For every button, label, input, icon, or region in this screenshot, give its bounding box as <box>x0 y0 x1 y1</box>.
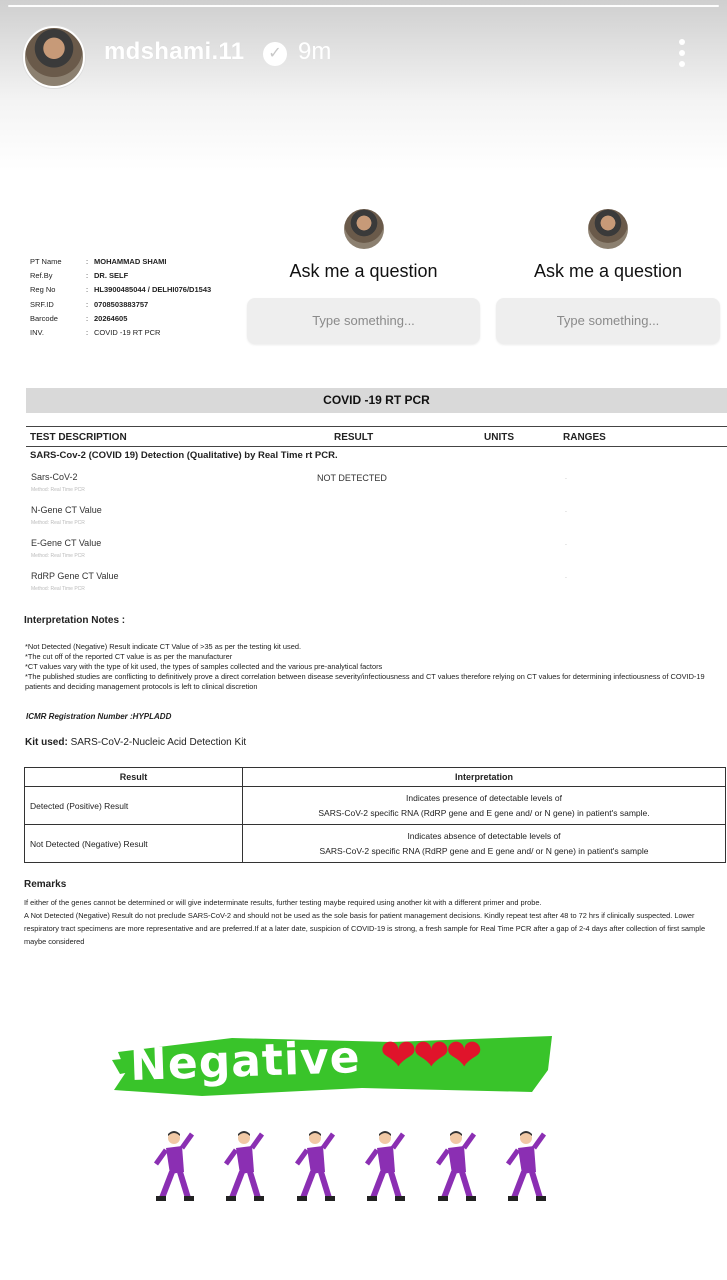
patient-detail-row: PT Name : MOHAMMAD SHAMI <box>30 257 167 266</box>
sticker-avatar <box>344 209 384 249</box>
story-username[interactable]: mdshami.11 <box>104 38 245 65</box>
interpretation-table <box>24 767 726 863</box>
note-line: *The cut off of the reported CT value is as per the manufacturer <box>25 652 233 661</box>
header-test-description: TEST DESCRIPTION <box>30 432 127 443</box>
dancer-row <box>148 1128 548 1208</box>
patient-detail-row: SRF.ID : 0708503883757 <box>30 299 149 309</box>
man-dancing-icon <box>148 1128 196 1206</box>
test-method: Method: Real Time PCR <box>31 586 85 592</box>
range-placeholder: . <box>565 540 567 547</box>
note-line: *Not Detected (Negative) Result indicate CT Value of >35 as per the testing kit used. <box>25 642 301 651</box>
interpretation-notes <box>25 642 725 692</box>
kit-used <box>25 737 246 748</box>
man-dancing-icon <box>218 1128 266 1206</box>
divider <box>26 446 727 447</box>
row-result: Detected (Positive) Result <box>25 787 243 825</box>
test-method: Method: Real Time PCR <box>31 487 85 493</box>
man-dancing-icon <box>500 1128 548 1206</box>
man-dancing-icon <box>289 1128 337 1206</box>
question-sticker-title: Ask me a question <box>289 261 438 281</box>
patient-detail-row: Reg No : HL3900485044 / DELHI076/D1543 <box>30 285 212 295</box>
test-method: Method: Real Time PCR <box>31 520 85 526</box>
test-name: N-Gene CT Value <box>31 505 102 515</box>
header-ranges: RANGES <box>563 432 606 443</box>
header-result: RESULT <box>334 432 374 443</box>
verified-badge-icon: ✓ <box>263 42 287 66</box>
table-row <box>25 825 726 863</box>
patient-detail-row: INV. : COVID -19 RT PCR <box>30 328 161 338</box>
man-dancing-icon <box>430 1128 478 1206</box>
patient-details <box>30 255 211 340</box>
test-name: Sars-CoV-2 <box>31 472 78 482</box>
question-sticker-title: Ask me a question <box>533 261 683 281</box>
row-interpretation: Indicates presence of detectable levels of SARS-CoV-2 specific RNA (RdRP gene and E gene and/ or N gene) in patient's sample. <box>243 787 726 825</box>
col-interpretation: Interpretation <box>243 768 726 787</box>
note-line: *CT values vary with the type of kit used, the types of samples collected and the various pre-analytical factors <box>25 662 383 671</box>
question-sticker[interactable] <box>247 209 480 344</box>
test-name: E-Gene CT Value <box>31 538 102 548</box>
question-input[interactable]: Type something... <box>496 298 720 344</box>
table-row <box>25 787 726 825</box>
col-result: Result <box>25 768 243 787</box>
sticker-avatar <box>588 209 628 249</box>
interpretation-heading: Interpretation Notes : <box>24 615 126 626</box>
row-result: Not Detected (Negative) Result <box>25 825 243 863</box>
story-time-ago: 9m <box>298 38 332 65</box>
kit-value: SARS-CoV-2-Nucleic Acid Detection Kit <box>70 737 247 748</box>
question-input[interactable]: Type something... <box>247 298 480 344</box>
remark-line: If either of the genes cannot be determined or will give indeterminate results, further testing maybe required using another kit with a different primer and probe. <box>24 898 542 907</box>
remarks <box>24 896 724 948</box>
icmr-registration: ICMR Registration Number :HYPLADD <box>26 712 172 721</box>
header-units: UNITS <box>484 432 514 443</box>
kit-label: Kit used: <box>25 737 68 748</box>
red-heart-icon: ❤❤❤ <box>380 1031 479 1080</box>
divider <box>26 426 727 427</box>
report-title: COVID -19 RT PCR <box>26 388 727 413</box>
test-result: NOT DETECTED <box>317 473 387 483</box>
test-method: Method: Real Time PCR <box>31 553 85 559</box>
remark-line: A Not Detected (Negative) Result do not preclude SARS-CoV-2 and should not be used as the sole basis for patient management decisions. Kindly repeat test after 48 to 72 hrs if clinically suspected. Lower respiratory tract specimens are more representative and are preferred.If at a later date, suspicion of COVID-19 is strong, a fresh sample for Real Time PCR after a gap of 2-4 days after collection of first sample maybe considered <box>24 911 706 946</box>
test-name: RdRP Gene CT Value <box>31 571 119 581</box>
remarks-heading: Remarks <box>24 879 67 890</box>
range-placeholder: . <box>565 507 567 514</box>
range-placeholder: . <box>565 573 567 580</box>
negative-sticker-text: Negative <box>129 1031 362 1092</box>
question-sticker[interactable] <box>496 209 720 344</box>
man-dancing-icon <box>359 1128 407 1206</box>
row-interpretation: Indicates absence of detectable levels of SARS-CoV-2 specific RNA (RdRP gene and E gene and/ or N gene) in patient's sample <box>243 825 726 863</box>
test-subtitle: SARS-Cov-2 (COVID 19) Detection (Qualitative) by Real Time rt PCR. <box>30 450 338 461</box>
patient-detail-row: Ref.By : DR. SELF <box>30 271 129 281</box>
patient-detail-row: Barcode : 20264605 <box>30 313 128 323</box>
note-line: *The published studies are conflicting to definitively prove a direct correlation between disease severity/infectiousness and CT values therefore relying on CT values for determining infectiousness of COVID-19 patients and deciding management protocols is left to clinical discretion <box>25 672 705 691</box>
range-placeholder: . <box>565 474 567 481</box>
